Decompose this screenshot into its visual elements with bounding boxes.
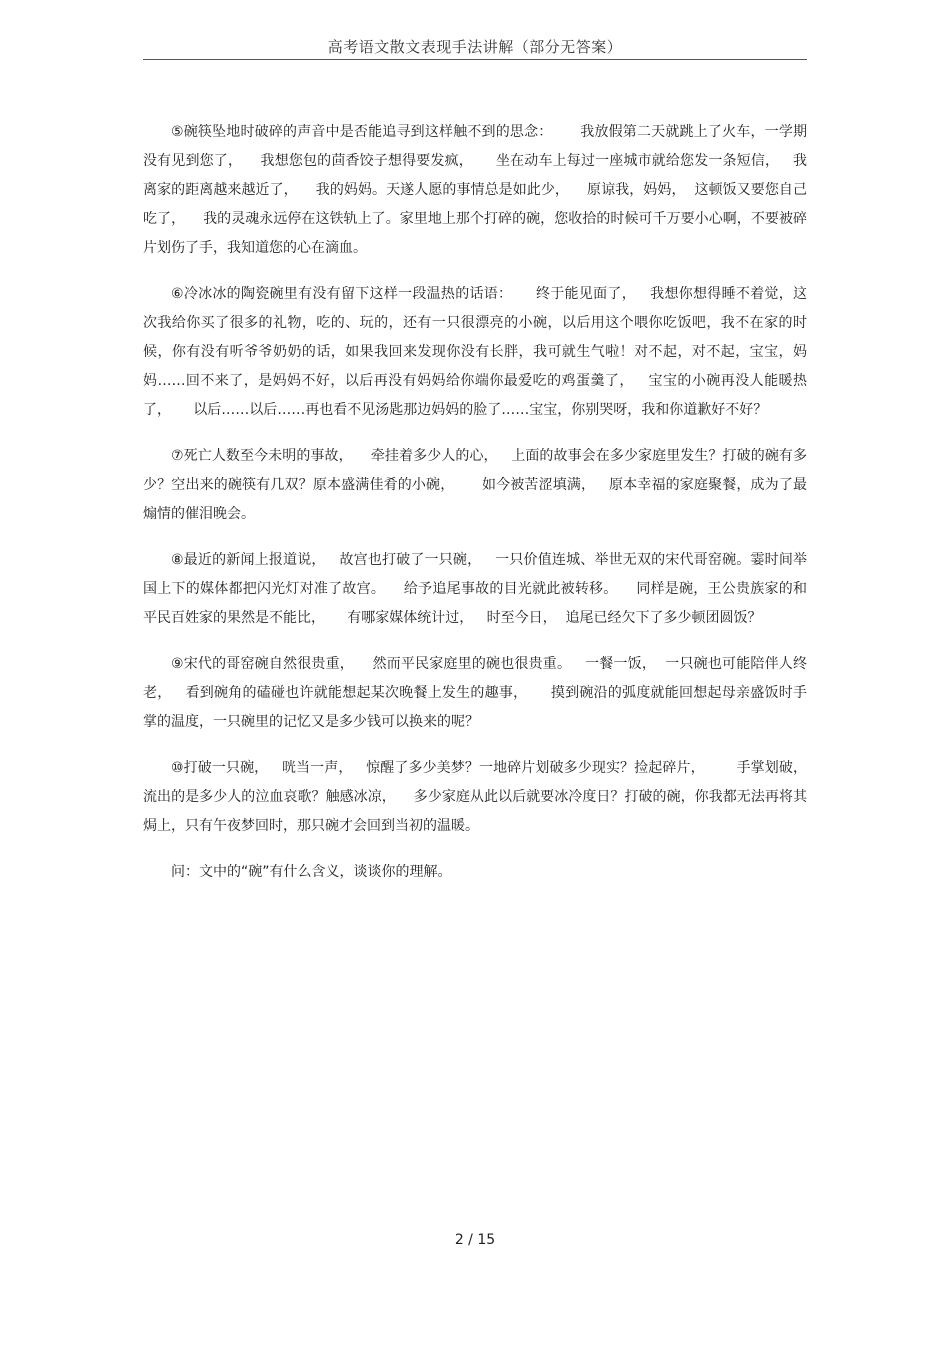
paragraph-7: ⑦死亡人数至今未明的事故， 牵挂着多少人的心， 上面的故事会在多少家庭里发生？打破的碗有多少？空出来的碗筷有几双？原本盛满佳肴的小碗， 如今被苦涩填满， 原本幸福的家庭聚餐，成为了最煽情的催泪晚会。 [143,448,807,522]
page-number: 2 / 15 [454,1232,496,1248]
question-text: 问：文中的“碗”有什么含义，谈谈你的理解。 [171,864,452,880]
document-body [143,118,807,904]
paragraph-6: ⑥冷冰冰的陶瓷碗里有没有留下这样一段温热的话语： 终于能见面了， 我想你想得睡不着觉，这次我给你买了很多的礼物，吃的、玩的，还有一只很漂亮的小碗，以后用这个喂你吃饭吧，我不在家的时候，你有没有听爷爷奶奶的话，如果我回来发现你没有长胖，我可就生气啦！对不起，对不起，宝宝，妈妈……回不来了，是妈妈不好，以后再没有妈妈给你端你最爱吃的鸡蛋羹了， 宝宝的小碗再没人能暖热了， 以后……以后……再也看不见汤匙那边妈妈的脸了……宝宝，你别哭呀，我和你道歉好不好？ [143,286,807,418]
document-header-title: 高考语文散文表现手法讲解（部分无答案） [327,38,623,56]
paragraph-5: ⑤碗筷坠地时破碎的声音中是否能追寻到这样触不到的思念： 我放假第二天就跳上了火车，一学期没有见到您了， 我想您包的茴香饺子想得要发疯， 坐在动车上每过一座城市就给您发一条短信， 我离家的距离越来越近了， 我的妈妈。天遂人愿的事情总是如此少， 原谅我，妈妈， 这顿饭又要您自己吃了， 我的灵魂永远停在这铁轨上了。家里地上那个打碎的碗，您收拾的时候可千万要小心啊，不要被碎片划伤了手，我知道您的心在滴血。 [143,124,807,256]
paragraph-9: ⑨宋代的哥窑碗自然很贵重， 然而平民家庭里的碗也很贵重。 一餐一饭， 一只碗也可能陪伴人终老， 看到碗角的磕碰也许就能想起某次晚餐上发生的趣事， 摸到碗沿的弧度就能回想起母亲盛饭时手掌的温度，一只碗里的记忆又是多少钱可以换来的呢？ [143,656,807,730]
paragraph-10: ⑩打破一只碗， 咣当一声， 惊醒了多少美梦？一地碎片划破多少现实？捡起碎片， 手掌划破，流出的是多少人的泣血哀歌？触感冰凉， 多少家庭从此以后就要冰冷度日？打破的碗，你我都无法再将其焗上，只有午夜梦回时，那只碗才会回到当初的温暖。 [143,760,807,834]
header-divider [143,59,807,60]
paragraph-8: ⑧最近的新闻上报道说， 故宫也打破了一只碗， 一只价值连城、举世无双的宋代哥窑碗。霎时间举国上下的媒体都把闪光灯对准了故宫。 给予追尾事故的目光就此被转移。 同样是碗，王公贵族家的和平民百姓家的果然是不能比， 有哪家媒体统计过， 时至今日， 追尾已经欠下了多少顿团圆饭？ [143,552,807,626]
